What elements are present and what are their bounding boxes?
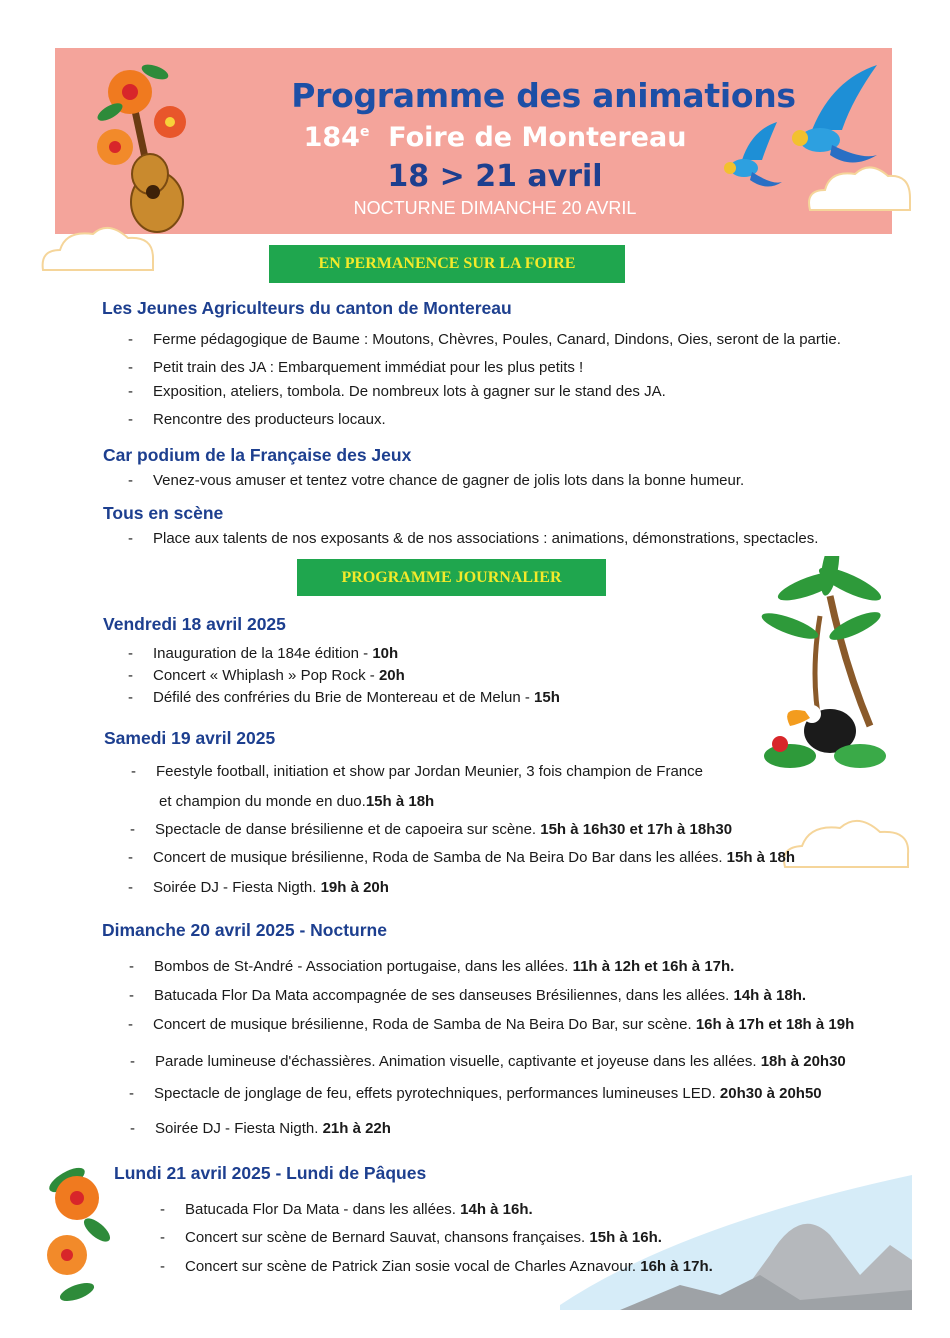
palm-tree-icon (750, 556, 890, 781)
cloud-icon (780, 812, 912, 872)
day-friday-title: Vendredi 18 avril 2025 (103, 614, 286, 634)
cloud-icon (800, 160, 915, 215)
day-monday-title: Lundi 21 avril 2025 - Lundi de Pâques (114, 1163, 427, 1183)
section-ja-title: Les Jeunes Agriculteurs du canton de Montereau (102, 298, 512, 318)
hibiscus-guitar-icon (95, 52, 200, 237)
day-sunday-title: Dimanche 20 avril 2025 - Nocturne (102, 920, 387, 940)
fair-dates: 18 > 21 avril (387, 159, 603, 194)
label-permanent: EN PERMANENCE SUR LA FOIRE (269, 245, 625, 283)
label-daily: PROGRAMME JOURNALIER (297, 559, 606, 596)
nocturne-note: NOCTURNE DIMANCHE 20 AVRIL (353, 198, 637, 218)
edition-line (245, 122, 745, 153)
fair-name: Foire de Montereau (388, 122, 687, 153)
cloud-icon (38, 220, 158, 275)
section-fdj-title: Car podium de la Française des Jeux (103, 445, 412, 465)
edition-suffix: e (359, 124, 370, 140)
edition-number: 184 (303, 122, 360, 153)
page-title: Programme des animations (291, 76, 796, 115)
section-scene-title: Tous en scène (103, 503, 224, 523)
hibiscus-icon (37, 1160, 119, 1305)
day-saturday-title: Samedi 19 avril 2025 (104, 728, 276, 748)
